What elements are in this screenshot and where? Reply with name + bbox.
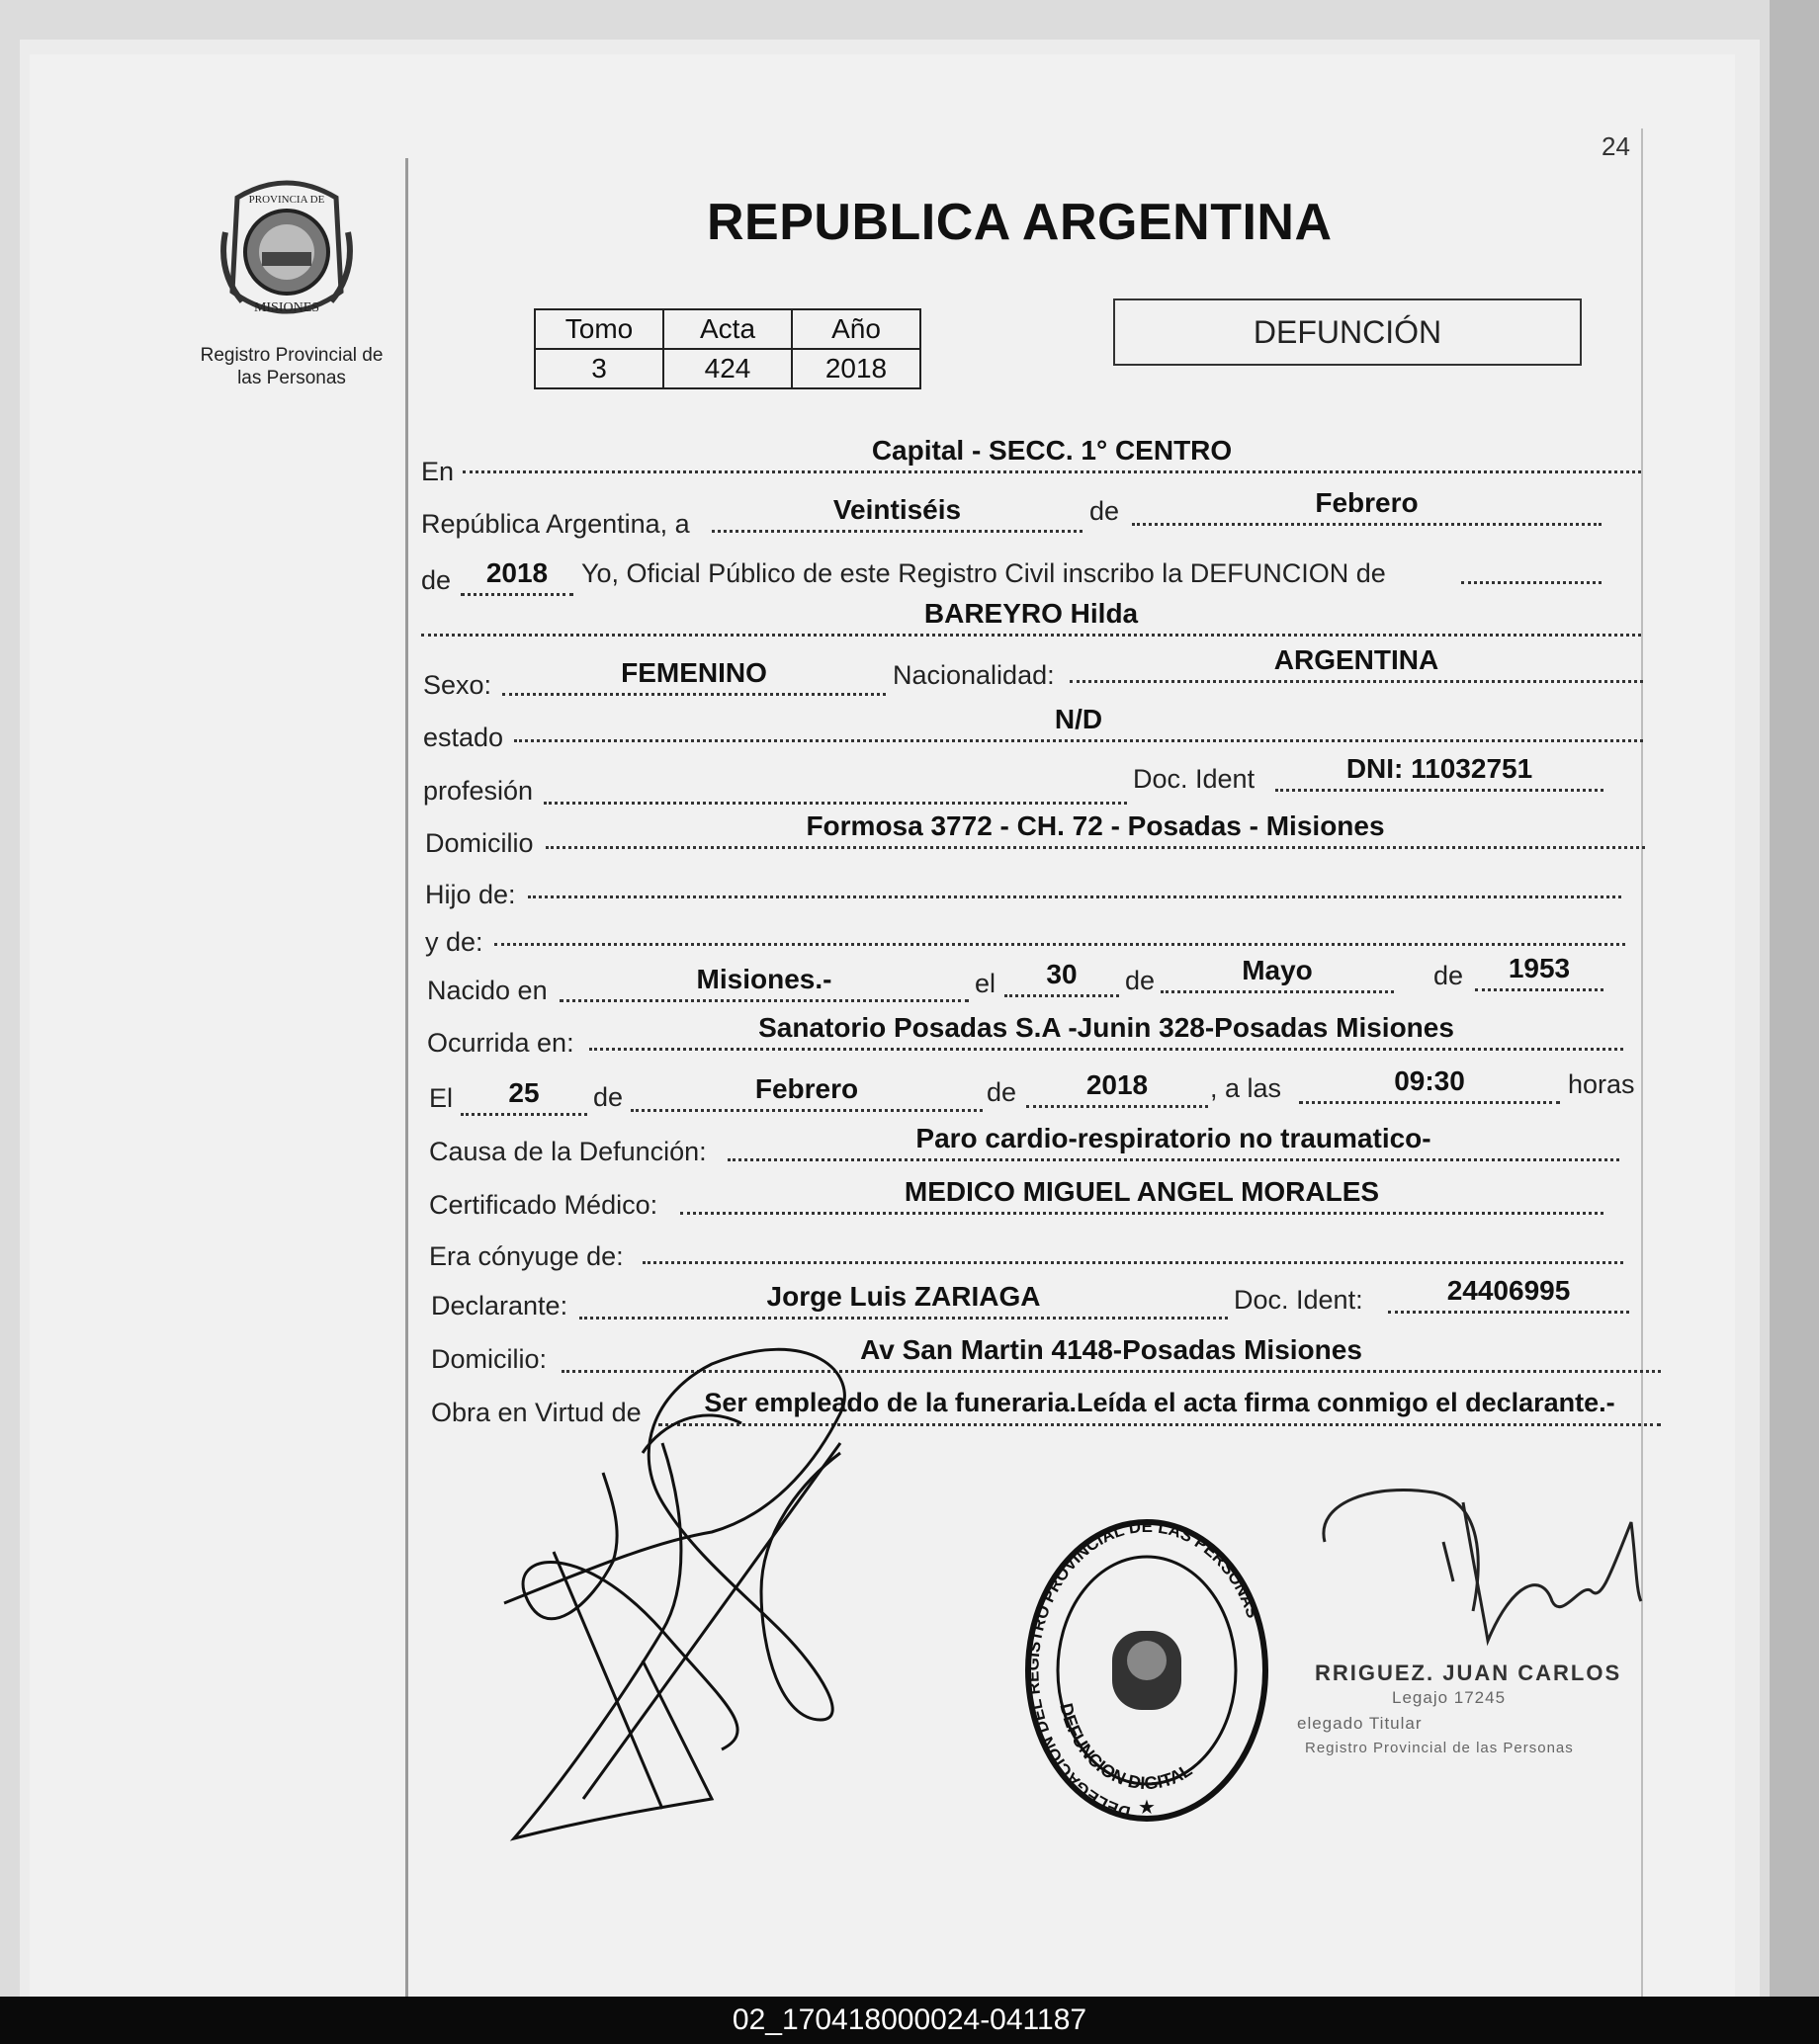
record-value-anio: 2018 <box>792 349 920 388</box>
decl-domicilio-value: Av San Martin 4148-Posadas Misiones <box>860 1334 1362 1365</box>
declarante-label: Declarante: <box>431 1291 568 1320</box>
scan-edge <box>1770 0 1819 1997</box>
death-de-label-1: de <box>593 1082 624 1112</box>
seal-inner-text: DEFUNCION DIGITAL <box>1056 1701 1196 1794</box>
deceased-name-field <box>421 598 1641 637</box>
nacionalidad-label: Nacionalidad: <box>893 660 1055 690</box>
hijo-field <box>528 860 1621 898</box>
document-type-box: DEFUNCIÓN <box>1113 298 1582 366</box>
birthplace-value: Misiones.- <box>696 964 832 994</box>
republica-label: República Argentina, a <box>421 509 690 539</box>
certificado-label: Certificado Médico: <box>429 1190 658 1220</box>
year-value: 2018 <box>485 557 549 588</box>
crest-bottom-text: MISIONES <box>253 300 320 315</box>
month-field <box>1132 487 1602 526</box>
nacionalidad-field <box>1070 644 1643 683</box>
place-field <box>463 435 1641 473</box>
estado-field <box>514 704 1643 742</box>
record-table <box>534 308 921 389</box>
birthplace-field <box>560 964 969 1002</box>
sexo-field <box>502 657 886 696</box>
birth-month-value: Mayo <box>1242 955 1313 985</box>
death-day-field <box>461 1077 587 1116</box>
record-value-acta: 424 <box>663 349 792 388</box>
ocurrida-field <box>589 1012 1623 1051</box>
nacido-label: Nacido en <box>427 976 548 1005</box>
ocurrida-value: Sanatorio Posadas S.A -Junin 328-Posadas Misiones <box>758 1012 1454 1043</box>
domicilio-value: Formosa 3772 - CH. 72 - Posadas - Misiones <box>806 810 1385 841</box>
birth-de-label-2: de <box>1433 961 1464 990</box>
provincial-crest-icon <box>217 173 356 331</box>
causa-field <box>728 1123 1619 1161</box>
record-value-row <box>535 349 920 388</box>
death-month-value: Febrero <box>754 1073 859 1104</box>
birth-day-value: 30 <box>1046 959 1078 989</box>
estado-label: estado <box>423 723 504 752</box>
birth-month-field <box>1161 955 1394 993</box>
year-prefix-label: de <box>421 565 452 595</box>
birth-day-field <box>1004 959 1119 997</box>
ocurrida-label: Ocurrida en: <box>427 1028 574 1058</box>
alas-label: , a las <box>1210 1073 1282 1103</box>
official-seal-stamp <box>1018 1512 1275 1829</box>
doc-ident-field <box>1275 753 1603 792</box>
birth-de-label-1: de <box>1125 966 1156 995</box>
death-day-value: 25 <box>508 1077 540 1108</box>
record-header-row <box>535 309 920 349</box>
certificado-field <box>680 1176 1603 1215</box>
place-value: Capital - SECC. 1° CENTRO <box>871 435 1233 466</box>
right-border-line <box>1641 128 1643 1997</box>
year-field <box>461 557 573 596</box>
declarante-field <box>579 1281 1228 1320</box>
officer-registry: Registro Provincial de las Personas <box>1305 1740 1574 1756</box>
day-words-value: Veintiséis <box>832 494 962 525</box>
doc-ident-label: Doc. Ident <box>1133 764 1256 794</box>
month-value: Febrero <box>1315 487 1419 518</box>
officer-role: elegado Titular <box>1297 1714 1423 1733</box>
death-de-label-2: de <box>987 1077 1017 1107</box>
day-words-field <box>712 494 1083 533</box>
file-id-bar <box>0 1997 1819 2044</box>
registry-label-line1: Registro Provincial de <box>200 345 384 366</box>
obra-value: Ser empleado de la funeraria.Leída el acta firma conmigo el declarante.- <box>704 1388 1615 1417</box>
domicilio-field <box>546 810 1645 849</box>
record-value-tomo: 3 <box>535 349 663 388</box>
officer-legajo: Legajo 17245 <box>1392 1688 1507 1707</box>
inscribo-text: Yo, Oficial Público de este Registro Civil inscribo la DEFUNCION de <box>581 558 1386 588</box>
registrar-signature <box>1315 1483 1651 1651</box>
birth-year-field <box>1475 953 1603 991</box>
decl-doc-value: 24406995 <box>1446 1275 1571 1306</box>
death-time-value: 09:30 <box>1394 1065 1465 1096</box>
record-header-tomo: Tomo <box>535 309 663 349</box>
inscribo-blank <box>1461 546 1602 584</box>
death-el-label: El <box>429 1083 454 1113</box>
causa-label: Causa de la Defunción: <box>429 1137 707 1166</box>
death-year-value: 2018 <box>1085 1069 1149 1100</box>
sexo-label: Sexo: <box>423 670 492 700</box>
seal-outer-text: DELEGACION DEL REGISTRO PROVINCIAL DE LAS PERSONAS <box>1023 1516 1262 1823</box>
margin-line <box>405 158 408 1997</box>
horas-label: horas <box>1568 1069 1635 1099</box>
page-number: 24 <box>1602 131 1630 161</box>
hijo-label: Hijo de: <box>425 880 516 909</box>
el-label: el <box>975 969 996 998</box>
yde-field <box>494 907 1625 946</box>
sexo-value: FEMENINO <box>621 657 767 688</box>
file-id: 02_170418000024-041187 <box>732 2003 1087 2036</box>
decl-doc-label: Doc. Ident: <box>1234 1285 1363 1315</box>
crest-top-text: PROVINCIA DE <box>248 194 325 206</box>
decl-doc-field <box>1388 1275 1629 1314</box>
death-time-field <box>1299 1065 1560 1104</box>
seal-star-icon: ★ <box>1138 1797 1156 1819</box>
officer-name: RRIGUEZ. JUAN CARLOS <box>1315 1661 1622 1685</box>
profesion-label: profesión <box>423 776 534 806</box>
doc-ident-value: DNI: 11032751 <box>1345 753 1533 784</box>
yde-label: y de: <box>425 927 483 957</box>
de-label-1: de <box>1089 496 1120 526</box>
certificado-value: MEDICO MIGUEL ANGEL MORALES <box>904 1176 1380 1207</box>
birth-year-value: 1953 <box>1508 953 1571 983</box>
decl-domicilio-label: Domicilio: <box>431 1344 548 1374</box>
record-header-acta: Acta <box>663 309 792 349</box>
registry-label <box>188 344 395 389</box>
declarant-signature <box>465 1334 900 1888</box>
declarante-value: Jorge Luis ZARIAGA <box>766 1281 1041 1312</box>
domicilio-label: Domicilio <box>425 828 534 858</box>
document-title: REPUBLICA ARGENTINA <box>707 194 1333 251</box>
death-year-field <box>1026 1069 1208 1108</box>
estado-value: N/D <box>1054 704 1103 734</box>
profesion-field <box>544 766 1127 805</box>
nacionalidad-value: ARGENTINA <box>1273 644 1439 675</box>
registry-label-line2: las Personas <box>237 368 346 388</box>
causa-value: Paro cardio-respiratorio no traumatico- <box>915 1123 1431 1153</box>
conyuge-label: Era cónyuge de: <box>429 1241 624 1271</box>
death-month-field <box>631 1073 983 1112</box>
en-label: En <box>421 457 455 486</box>
obra-label: Obra en Virtud de <box>431 1398 642 1427</box>
record-header-anio: Año <box>792 309 920 349</box>
deceased-name-value: BAREYRO Hilda <box>923 598 1139 629</box>
conyuge-field <box>643 1226 1623 1264</box>
